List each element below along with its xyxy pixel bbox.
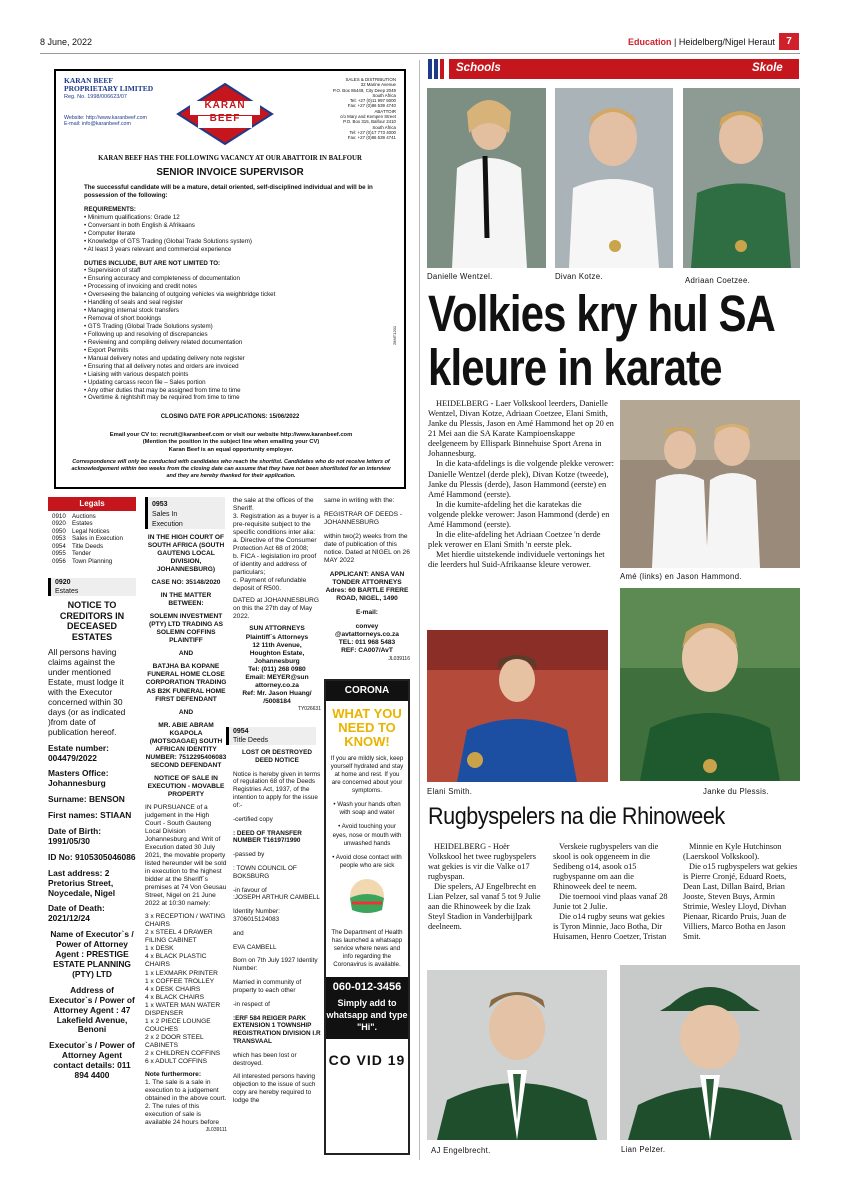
photo-adriaan bbox=[683, 88, 800, 268]
corona-text: • Avoid touching your eyes, nose or mouth with unwashed hands bbox=[332, 823, 402, 847]
caption-adriaan: Adriaan Coetzee. bbox=[685, 276, 751, 285]
corona-advert bbox=[324, 679, 410, 1155]
notice-text: -certified copy bbox=[233, 815, 273, 823]
caption-elani: Elani Smith. bbox=[427, 787, 473, 796]
page-number: 7 bbox=[779, 33, 799, 50]
section-title-af: Skole bbox=[752, 62, 783, 74]
notice-text: which has been lost or destroyed. bbox=[233, 1051, 297, 1067]
notice-text: All interested persons having objection to the issue of such copy are hereby required to lodge the bbox=[233, 1073, 316, 1104]
photo-divan bbox=[555, 88, 673, 268]
notice-text: All persons having claims against the under mentioned Estate, must lodge it with the Executor concerned within 30 days (or as indicated )from date of publication hereof. bbox=[48, 647, 126, 737]
category-sales-execution: 0953 Sales In Execution bbox=[145, 497, 225, 529]
notice-text: CASE NO: 35148/2020 bbox=[151, 579, 221, 587]
ad-addresses: SALES & DISTRIBUTION 32 Marine Avenue P.O. Box 86449, City Deep 2049 South Africa Tel: +27 (0)11 997 5000 Fax: +27 (0)86 539 4740 ABATTOIR c/o Mary and Kempen Street P.O. Box 315, Balfour 2410 South Africa Tel: +27 (0)17 773 4000 Fax: +27 (0)86 539 4741 bbox=[332, 77, 396, 141]
notice-text: Executor`s / Power of Attorney Agent contact details: 011 894 4400 bbox=[49, 1040, 135, 1081]
rugby-col-1 bbox=[428, 842, 544, 932]
ad-req-heading: REQUIREMENTS: bbox=[84, 205, 136, 213]
notice-code: JL039111 bbox=[205, 1127, 227, 1134]
list-item: 0956 Town Planning bbox=[52, 557, 113, 565]
sale-notice-continued bbox=[233, 497, 321, 712]
logo-text: KARAN BEEF bbox=[204, 100, 246, 124]
story-paragraph: Die o14 rugby seuns wat gekies is Tyron Minnie, Jaco Botha, Dir Huisamen, Henro Coetzer, Tristan bbox=[553, 911, 667, 941]
notice-text: AND bbox=[178, 708, 194, 716]
story-paragraph: Die o15 rugbyspelers wat gekies is Pierre Cronjé, Eduard Roets, Dean Last, Dillan Baird, Brian Jooste, Steven Buys, Armin Strimie, Wesley Lloyd, Divhan Pienaar, Ricardo Pruis, Juan de Villiers, Marco Botha en Jason Smit. bbox=[683, 861, 798, 941]
legals-index bbox=[52, 513, 136, 565]
list-item: 0950 Legal Notices bbox=[52, 527, 110, 535]
notice-text: :ERF 584 REIGER PARK EXTENSION 1 TOWNSHIP REGISTRATION DIVISION I.R TRANSVAAL bbox=[233, 1014, 321, 1045]
photo-aj bbox=[427, 970, 607, 1140]
notice-text: Surname: BENSON bbox=[48, 794, 125, 805]
photo-janke bbox=[620, 588, 800, 781]
list-item: 0910 Auctions bbox=[52, 513, 96, 520]
notice-text: -in respect of bbox=[233, 1000, 270, 1008]
notice-text: SUN ATTORNEYS Plaintiff`s Attorneys 12 11th Avenue, Houghton Estate, Johannesburg Tel: (011) 268 0980 Email: MEYER@sun attorney.co.za Ref: Mr. Jason Huang/ /5008184 bbox=[242, 625, 312, 705]
story-paragraph: In die kumite-afdeling het die karatekas die volgende plekke verower: Jason Hammond (derde) en Amé Hammond (eerste). bbox=[428, 499, 610, 529]
notice-text: Date of Death: 2021/12/24 bbox=[48, 903, 105, 924]
notice-text: Identity Number: 3706015124083 bbox=[233, 908, 280, 923]
notice-text: Married in community of property to each other bbox=[233, 979, 302, 994]
notice-text: the sale at the offices of the Sheriff. 3. Registration as a buyer is a pre-requisite subject to the specific conditions inter alia: a. Directive of the Consumer Protection Act 68 of 2008; b. FICA - legislation iro proof of identity and address of particulars; c. Payment of refundable deposit of R500. bbox=[233, 497, 321, 593]
article-headline: Volkies kry hul SA kleure in karate bbox=[428, 285, 774, 396]
photo-lian bbox=[620, 965, 800, 1140]
corona-text: If you are mildly sick, keep yourself hydrated and stay at home and rest. If you are concerned about your symptoms. bbox=[330, 755, 404, 795]
article2-headline: Rugbyspelers na die Rhinoweek bbox=[428, 803, 725, 830]
deed-notice-continued bbox=[324, 497, 410, 662]
caption-janke: Janke du Plessis. bbox=[703, 787, 769, 796]
story-paragraph: HEIDELBERG - Laer Volkskool leerders, Danielle Wentzel, Divan Kotze, Adriaan Coetzee, Elani Smith, Janke du Plessis, Jason en Amé Hammond het op 20 en 21 Mei aan die SA Karate Kampioenskappe deelgeneem by Ellispark Binnehuise Sport Arena in Johannesburg. bbox=[428, 399, 614, 459]
notice-text: BATJHA BA KOPANE FUNERAL HOME CLOSE CORPORATION TRADING AS B2K FUNERAL HOME FIRST DEFENDANT bbox=[145, 663, 227, 703]
notice-text: NOTICE OF SALE IN EXECUTION - MOVABLE PROPERTY bbox=[147, 774, 225, 798]
notice-text: convey @avtattorneys.co.za TEL: 011 968 5483 REF: CA007/AvT bbox=[335, 623, 399, 655]
job-advert bbox=[54, 69, 406, 489]
notice-text: Estate number: 004479/2022 bbox=[48, 742, 109, 763]
ad-email-line: Email your CV to: recruit@karanbeef.com or visit our website http://www.karanbeef.com (Mention the position in the subject line when emailing your CV) Karan Beef is an equal opportunity employer. bbox=[109, 432, 353, 453]
notice-text: and bbox=[233, 929, 244, 937]
notice-text: EVA CAMBELL bbox=[233, 943, 277, 951]
corona-instructions: Simply add to whatsapp and type "Hi". bbox=[326, 997, 408, 1039]
rugby-col-2 bbox=[553, 842, 669, 942]
notice-text: -passed by bbox=[233, 851, 265, 859]
category-title-deeds: 0954 Title Deeds bbox=[226, 727, 316, 745]
notice-text: 3 x RECEPTION / WATING CHAIRS 2 x STEEL 4 DRAWER FILING CABINET 1 x DESK 4 x BLACK PLASTIC CHAIRS 1 x LEXMARK PRINTER 1 x COFFEE TROLLEY 4 x DESK CHAIRS 4 x BLACK CHAIRS 1 x WATER MAN WATER DISPENSER 1 x 2 PIECE LOUNGE COUCHES 2 x 2 DOOR STEEL CABINETS 2 x CHILDREN COFFINS 6 x ADULT COFFINS bbox=[145, 913, 226, 1065]
ad-duties-heading: DUTIES INCLUDE, BUT ARE NOT LIMITED TO: bbox=[84, 259, 221, 267]
story-paragraph: Die spelers, AJ Engelbrecht en Lian Pelzer, sal vanaf 5 tot 9 Julie aan die Rhinoweek by die Izak Steyl Stadion in Vanderbijlpark deelneem. bbox=[428, 881, 541, 931]
covid19-logo: CO VID 19 bbox=[328, 1052, 406, 1069]
ad-duties: • Supervision of staff • Ensuring accuracy and completeness of documentation • Processing of invoicing and credit notes • Overseeing the balancing of outgoing vehicles via weighbridge ticket • Handling of seals and seal register • Managing internal stock transfers • Removal of short bookings • GTS Trading (Global Trade Solutions system) • Following up and resolving of discrepancies • Reviewing and compiling delivery related documentation • Export Permits • Manual delivery notes and updating delivery note register • Ensuring that all delivery notes and orders are invoiced • Liaising with various despatch points • Updating carcass recon file – Sales portion • Any other duties that may be assigned from time to time • Overtime & nightshift may be required from time to time bbox=[84, 267, 276, 402]
ad-code: 28MT1201 bbox=[392, 325, 397, 345]
ad-requirements: • Minimum qualifications: Grade 12 • Conversant in both English & Afrikaans • Computer literate • Knowledge of GTS Trading (Global Trade Solutions system) • At least 3 years relevant and commercial experience bbox=[84, 213, 252, 253]
corona-text: The Department of Health has launched a whatsapp service where news and info regarding the Coronavirus is available. bbox=[331, 928, 403, 969]
notice-text: -in favour of :JOSEPH ARTHUR CAMBELL bbox=[233, 886, 320, 902]
ad-closing-date: CLOSING DATE FOR APPLICATIONS: 15/06/2022 bbox=[160, 414, 300, 420]
section-title-en: Schools bbox=[456, 62, 501, 74]
notice-text: LOST OR DESTROYED DEED NOTICE bbox=[242, 749, 312, 764]
story-paragraph: HEIDELBERG - Hoër Volkskool het twee rugbyspelers wat gekies is vir die Valke o17 rugbyspan. bbox=[428, 842, 536, 881]
notice-text: Notice is hereby given in terms of regulation 68 of the Deeds Registries Act, 1937, of the intention to apply for the issue of:- bbox=[233, 770, 321, 809]
notice-text: REGISTRAR OF DEEDS - JOHANNESBURG bbox=[324, 511, 403, 527]
stripes-icon bbox=[427, 59, 449, 79]
photo-danielle bbox=[427, 88, 546, 268]
notice-text: SOLEMN INVESTMENT (PTY) LTD TRADING AS SOLEMN COFFINS PLAINTIFF bbox=[149, 613, 223, 645]
notice-code: TY026631 bbox=[297, 705, 321, 712]
caption-danielle: Danielle Wentzel. bbox=[427, 272, 493, 281]
story-paragraph: Met hierdie uitstekende individuele vertonings het die leerders hul Suid-Afrikaanse kleure verower. bbox=[428, 550, 605, 570]
notice-text: same in writing with the: bbox=[324, 497, 395, 504]
notice-text: First names: STIAAN bbox=[48, 810, 132, 821]
notice-text: E-mail: bbox=[356, 609, 378, 617]
caption-aj: AJ Engelbrecht. bbox=[431, 1146, 491, 1155]
notice-title: NOTICE TO CREDITORS IN DECEASED ESTATES bbox=[59, 600, 125, 642]
caption-divan: Divan Kotze. bbox=[555, 272, 603, 281]
story-paragraph: Minnie en Kyle Hutchinson (Laerskool Volkskool). bbox=[683, 842, 782, 861]
corona-body bbox=[326, 755, 408, 969]
list-item: 0920 Estates bbox=[52, 520, 93, 528]
list-item: 0955 Tender bbox=[52, 550, 91, 558]
ad-intro: The successful candidate will be a mature, detail oriented, self-disciplined individual and will be in possession of the following: bbox=[84, 184, 373, 199]
karate-story bbox=[428, 399, 614, 570]
corona-tagline: WHAT YOU NEED TO KNOW! bbox=[332, 706, 402, 749]
rugby-col-3 bbox=[683, 842, 800, 942]
ad-reg-number: Reg. No. 1998/006623/07 bbox=[64, 93, 127, 100]
corona-text: • Avoid close contact with people who are sick bbox=[332, 853, 402, 869]
notice-text: IN THE MATTER BETWEEN: bbox=[160, 592, 212, 608]
notice-text: APPLICANT: ANSA VAN TONDER ATTORNEYS Adres: 60 BARTLE FRERE ROAD, NIGEL, 1490 bbox=[325, 571, 409, 603]
caption-lian: Lian Pelzer. bbox=[621, 1145, 666, 1154]
section-name: Education bbox=[628, 37, 672, 47]
notice-text: AND bbox=[178, 650, 194, 658]
notice-text: DATED at JOHANNESBURG on this the 27th day of May 2022. bbox=[233, 597, 319, 621]
notice-text: MR. ABIE ABRAM KGAPOLA (MOTSOAGAE) SOUTH AFRICAN IDENTITY NUMBER: 7512295406083 SECOND DEFENDANT bbox=[145, 721, 227, 769]
ad-web-contact: Website: http://www.karanbeef.com E-mail: info@karanbeef.com bbox=[64, 114, 147, 128]
caption-hammond: Amé (links) en Jason Hammond. bbox=[620, 572, 742, 581]
notice-text: IN THE HIGH COURT OF SOUTH AFRICA (SOUTH GAUTENG LOCAL DIVISION, JOHANNESBURG) bbox=[147, 534, 225, 574]
notice-text: IN PURSUANCE of a judgement in the High Court - South Gauteng Local Division Johannesburg and Writ of Execution dated 30 July 2021, the movable property listed hereunder will be sold in execution to the highest bidder at the Sheriff`s premises at 74 Von Geusau Street, Nigel on 21 June 2022 at 10:30 namely: bbox=[145, 803, 227, 908]
notice-text: : DEED OF TRANSFER NUMBER T16197/1990 bbox=[233, 829, 302, 845]
face-mask-icon bbox=[342, 876, 392, 920]
notice-text: Note furthermore: bbox=[145, 1070, 202, 1078]
notice-text: : TOWN COUNCIL OF BOKSBURG bbox=[233, 864, 297, 880]
notice-text: within two(2) weeks from the date of publication of this notice. Dated at NIGEL on 26 MAY 2022 bbox=[324, 533, 410, 565]
story-paragraph: In die kata-afdelings is die volgende plekke verower: Danielle Wentzel (derde plek), Divan Kotze (tweede), Janke du Plessis (derde), Jason Hammond (eerste) en Amé Hammond (eerste). bbox=[428, 459, 614, 499]
notice-text: Date of Birth: 1991/05/30 bbox=[48, 826, 102, 846]
list-item: 0953 Sales in Execution bbox=[52, 535, 123, 543]
ad-correspondence: Correspondence will only be conducted with candidates who reach the shortlist. Candidates who do not receive letters of acknowledgement within two weeks from the closing date can assume that they have not been shortlisted for an interview and they are hereby thanked for their application. bbox=[71, 459, 391, 480]
ad-vacancy-line: KARAN BEEF HAS THE FOLLOWING VACANCY AT OUR ABATTOIR IN BALFOUR bbox=[98, 155, 362, 162]
deed-notice bbox=[233, 749, 321, 1111]
category-estates: 0920 Estates bbox=[48, 578, 136, 596]
header-rule bbox=[40, 53, 800, 54]
notice-text: Masters Office: Johannesburg bbox=[48, 768, 109, 789]
legals-heading: Legals bbox=[48, 497, 136, 511]
corona-phone: 060-012-3456 bbox=[326, 977, 408, 997]
notice-text: Last address: 2 Pretorius Street, Noycedale, Nigel bbox=[48, 867, 116, 898]
notice-text: Born on 7th July 1927 Identity Number: bbox=[233, 957, 318, 973]
publication-name: | Heidelberg/Nigel Heraut bbox=[674, 37, 775, 47]
list-item: 0954 Title Deeds bbox=[52, 542, 104, 550]
section-label bbox=[628, 37, 775, 47]
sale-in-execution-notice bbox=[145, 534, 227, 1133]
notice-text: 1. The sale is a sale in execution to a judgement obtained in the above court. 2. The rules of this execution of sale is available 24 hours before bbox=[145, 1078, 227, 1127]
notice-text: Name of Executor`s / Power of Attorney Agent : PRESTIGE ESTATE PLANNING (PTY) LTD bbox=[50, 929, 134, 979]
issue-date: 8 June, 2022 bbox=[40, 37, 93, 47]
notice-text: Address of Executor`s / Power of Attorney Agent : 47 Lakefield Avenue, Benoni bbox=[49, 984, 135, 1035]
column-divider bbox=[419, 60, 420, 1160]
story-paragraph: Verskeie rugbyspelers van die skool is ook opgeneem in die Sedibeng o14, asook o15 rugbyspanne om aan die Rhinoweek deel te neem. bbox=[553, 842, 659, 891]
ad-job-title: SENIOR INVOICE SUPERVISOR bbox=[156, 167, 304, 178]
ad-company-name: KARAN BEEF PROPRIETARY LIMITED bbox=[64, 76, 154, 94]
ad-body bbox=[84, 184, 384, 408]
estate-notice bbox=[48, 600, 136, 1081]
story-paragraph: In die elite-afdeling het Adriaan Coetzee 'n derde plek verower en Elani Smith 'n eerste plek. bbox=[428, 530, 601, 550]
notice-text: ID No: 9105305046086 bbox=[48, 851, 136, 862]
photo-hammond bbox=[620, 400, 800, 568]
corona-heading: CORONA bbox=[326, 681, 408, 701]
photo-elani bbox=[427, 630, 608, 782]
story-paragraph: Die toernooi vind plaas vanaf 28 Junie tot 2 Julie. bbox=[553, 891, 668, 911]
notice-code: JL039116 bbox=[388, 655, 410, 662]
corona-text: • Wash your hands often with soap and water bbox=[333, 801, 401, 817]
